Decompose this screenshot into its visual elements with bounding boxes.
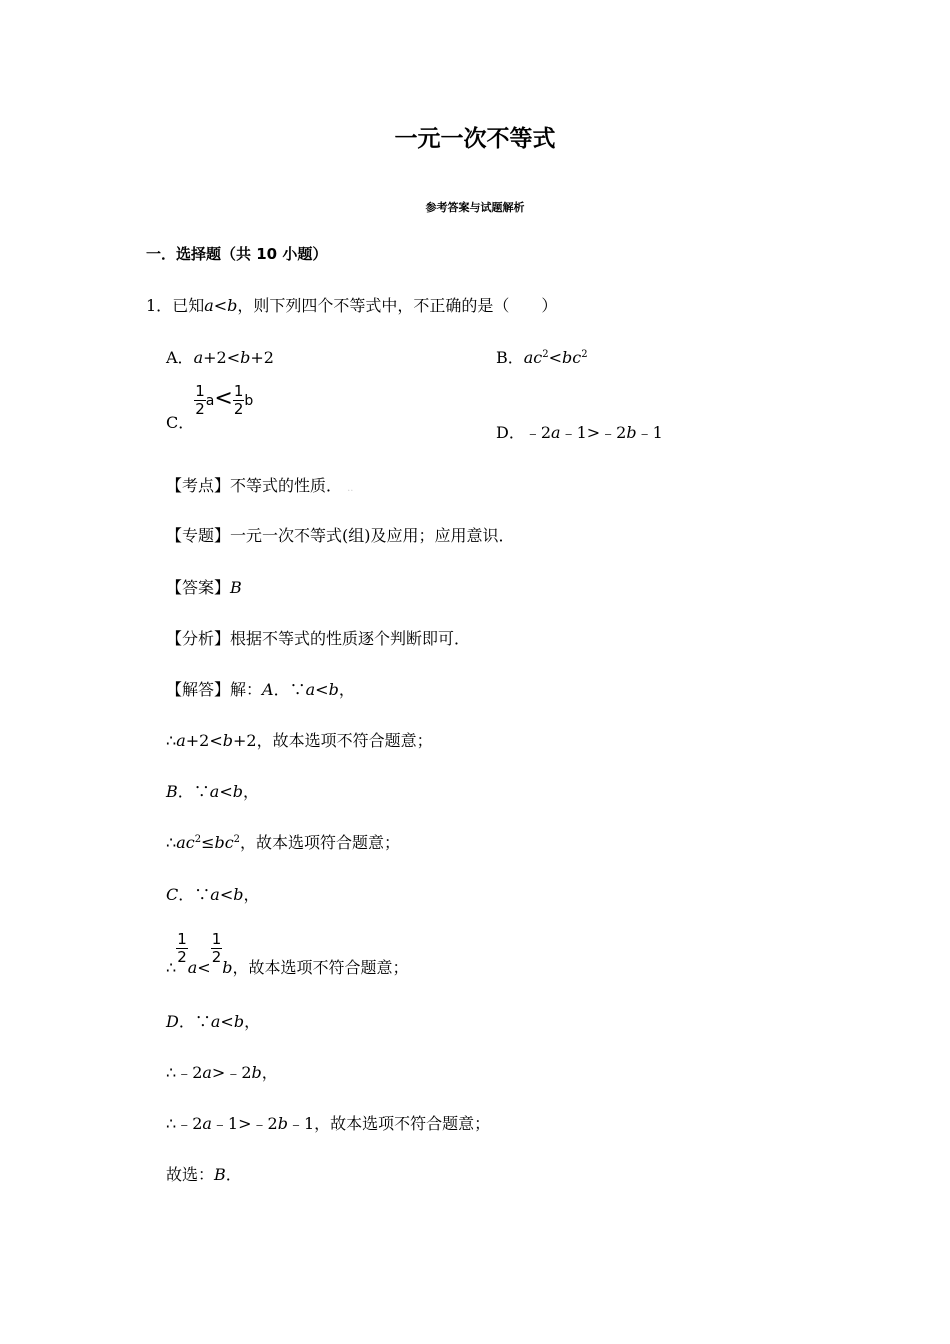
step-a-result: ∴a+2<b+2，故本选项不符合题意； <box>166 731 433 750</box>
fraction: $\frac{1}{2}$ <box>195 382 205 418</box>
document-subtitle: 参考答案与试题解析 <box>425 201 525 214</box>
kaodian-line: 【考点】不等式的性质． .. <box>166 476 354 495</box>
question-number: 1． <box>146 296 173 315</box>
document-title: 一元一次不等式 <box>394 126 556 152</box>
question-stem: 1．已知a<b，则下列四个不等式中，不正确的是（ ） <box>146 296 558 315</box>
option-d: D．﹣2a﹣1>﹣2b﹣1 <box>496 423 663 442</box>
fraction: $\frac{1}{2}$ <box>233 382 244 418</box>
option-c: C． $\frac{1}{2}$ a< $\frac{1}{2}$ b <box>166 382 254 432</box>
step-d-cond: D．∵a<b， <box>166 1012 261 1031</box>
fraction: $\frac{1}{2}$ <box>211 930 222 966</box>
final-choice-value: B <box>214 1165 226 1184</box>
jieda-line: 【解答】解：A．∵a<b， <box>166 680 355 699</box>
section-heading: 一．选择题（共 10 小题） <box>146 245 328 263</box>
step-c-result: ∴ $\frac{1}{2}$ a< $\frac{1}{2}$ b，故本选项不符合题意； <box>166 930 409 977</box>
step-b-result: $\therefore ac^2\le bc^2$，故本选项符合题意； <box>166 833 401 852</box>
answer-value: B <box>230 578 242 597</box>
step-c-cond: C．∵a<b， <box>166 885 260 904</box>
option-c-formula: $\frac{1}{2}$ a< $\frac{1}{2}$ b <box>195 382 254 418</box>
option-b: B．$ac^2<bc^2$ <box>496 348 588 367</box>
fraction: $\frac{1}{2}$ <box>177 930 187 966</box>
step-b-cond: B．∵a<b， <box>166 782 260 801</box>
answer-line: 【答案】B <box>166 578 242 597</box>
step-d-line1: ∴﹣2a>﹣2b， <box>166 1063 278 1082</box>
final-choice: 故选：B． <box>166 1165 242 1184</box>
step-d-result: ∴﹣2a﹣1>﹣2b﹣1，故本选项不符合题意； <box>166 1114 491 1133</box>
fenxi-line: 【分析】根据不等式的性质逐个判断即可． <box>166 629 471 648</box>
zhuanti-line: 【专题】一元一次不等式(组)及应用；应用意识． <box>166 526 515 545</box>
option-a: A．a+2<b+2 <box>166 348 274 367</box>
